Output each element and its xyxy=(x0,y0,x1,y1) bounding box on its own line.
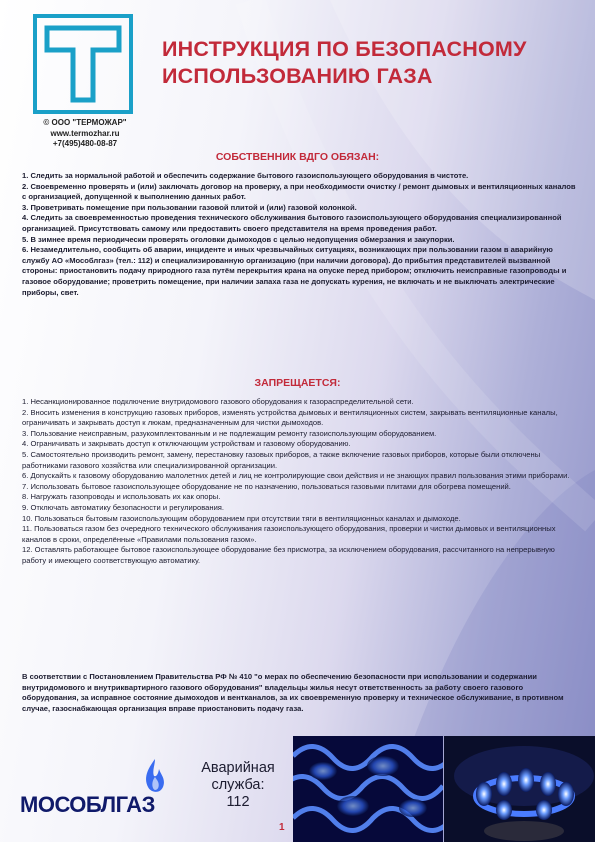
list-item: 3. Пользование неисправным, разукомплектованным и не подлежащим ремонту газоиспользующим оборудованием. xyxy=(22,428,437,438)
emergency-label-2: служба: xyxy=(211,777,265,793)
gas-burner-ring-photo xyxy=(444,736,595,842)
list-item: 4. Ограничивать и закрывать доступ к отключающим устройствам и газовому оборудованию. xyxy=(22,439,351,449)
emergency-service xyxy=(190,760,286,811)
list-item: 10. Пользоваться бытовым газоиспользующим оборудованием при отсутствии тяги в вентиляционных каналах и дымоходе. xyxy=(22,513,461,523)
obligations-list xyxy=(22,171,578,298)
list-item: 2. Вносить изменения в конструкцию газовых приборов, изменять устройства дымовых и вентиляционных систем, закрывать вентиляционные каналы, ограничивать и закрывать доступ к люкам, предназначенным для чистки дымоходов. xyxy=(22,407,558,428)
mosoblgaz-logo-text: МОСОБЛГАЗ xyxy=(20,792,155,817)
list-item: 5. Самостоятельно производить ремонт, замену, перестановку газовых приборов, а также включение газовых приборов, которые были отключены работниками газового хозяйства или специализированной организации. xyxy=(22,449,541,470)
company-info xyxy=(14,118,156,150)
emergency-label-1: Аварийная xyxy=(201,760,275,776)
emergency-number: 112 xyxy=(226,794,250,810)
list-item: 3. Проветривать помещение при пользовании газовой плитой и (или) газовой колонкой. xyxy=(22,202,357,212)
gas-burner-photo xyxy=(293,736,443,842)
list-item: 7. Использовать бытовое газоиспользующее оборудование не по назначению, пользоваться газовыми плитами для обогрева помещений. xyxy=(22,481,511,491)
obligations-heading: СОБСТВЕННИК ВДГО ОБЯЗАН: xyxy=(215,151,380,163)
list-item: 11. Пользоваться газом без очередного технического обслуживания газоиспользующего оборудования, проверки и чистки дымовых и вентиляционных каналов в сроки, определённые «Правилами пользования газом». xyxy=(22,524,556,544)
legal-paragraph: В соответствии с Постановлением Правительства РФ № 410 "о мерах по обеспечению безопасности при использовании и содержании внутридомового и внутриквартирного газового оборудования" владельцы жилья несут ответственность за работу своего газового оборудования, за исправное состояние дымоходов и вентканалов, за их своевременную проверку и техническое обслуживание, в противном случае, газоснабжающая организация вправе приостановить подачу газа. xyxy=(22,672,564,713)
list-item: 4. Следить за своевременностью проведения технического обслуживания бытового газоиспользующего оборудования специализированной организацией. Присутствовать самому или предоставить своего представителя на время проведения работ. xyxy=(22,213,562,233)
prohibited-list xyxy=(22,397,578,567)
list-item: 6. Незамедлительно, сообщить об аварии, инциденте и иных чрезвычайных ситуациях, возникающих при пользовании газом в аварийную службу АО «Мособлгаз» (тел.: 112) и специализированную организацию (при наличии договора). До прибытия представителей вызванной стороны: приостановить подачу природного газа путём перекрытия крана на опуске перед прибором; отключить неисправные газопроводы и газовое оборудование; проветрить помещение, при наличии запаха газа не допускать курения, не включать и не выключать электрические приборы, свет. xyxy=(22,245,567,297)
list-item: 6. Допускайть к газовому оборудованию малолетних детей и лиц не контролирующие свои действия и не знающих правил пользования этими приборами. xyxy=(22,471,570,481)
list-item: 2. Своевременно проверять и (или) заключать договор на проверку, а при необходимости очистку / ремонт дымовых и вентиляционных каналов с организацией, допущенной к выполнению данных работ. xyxy=(22,181,576,202)
prohibited-heading: ЗАПРЕЩАЕТСЯ: xyxy=(254,377,341,389)
flame-icon xyxy=(142,757,168,795)
page-title xyxy=(162,36,582,90)
list-item: 5. В зимнее время периодически проверять оголовки дымоходов с целью недопущения обмерзания и закупорки. xyxy=(22,234,455,244)
list-item: 9. Отключать автоматику безопасности и регулирования. xyxy=(22,502,225,512)
list-item: 8. Нагружать газопроводы и использовать их как опоры. xyxy=(22,492,221,502)
list-item: 12. Оставлять работающее бытовое газоиспользующее оборудование без присмотра, за исключением оборудования, рассчитанного на непрерывную работу и имеющего соответствующую автоматику. xyxy=(22,545,555,565)
page-number: 1 xyxy=(279,822,285,833)
company-phone: +7(495)480-08-87 xyxy=(52,139,118,148)
company-name: © ООО "ТЕРМОЖАР" xyxy=(43,118,127,127)
termozhar-logo xyxy=(33,14,133,114)
list-item: 1. Следить за нормальной работой и обеспечить содержание бытового газоиспользующего оборудования в чистоте. xyxy=(22,171,469,180)
company-website: www.termozhar.ru xyxy=(50,128,120,138)
title-line-1: ИНСТРУКЦИЯ ПО БЕЗОПАСНОМУ xyxy=(162,37,527,61)
list-item: 1. Несанкционированное подключение внутридомового газового оборудования к газораспределительной сети. xyxy=(22,397,414,406)
title-line-2: ИСПОЛЬЗОВАНИЮ ГАЗА xyxy=(162,64,433,88)
